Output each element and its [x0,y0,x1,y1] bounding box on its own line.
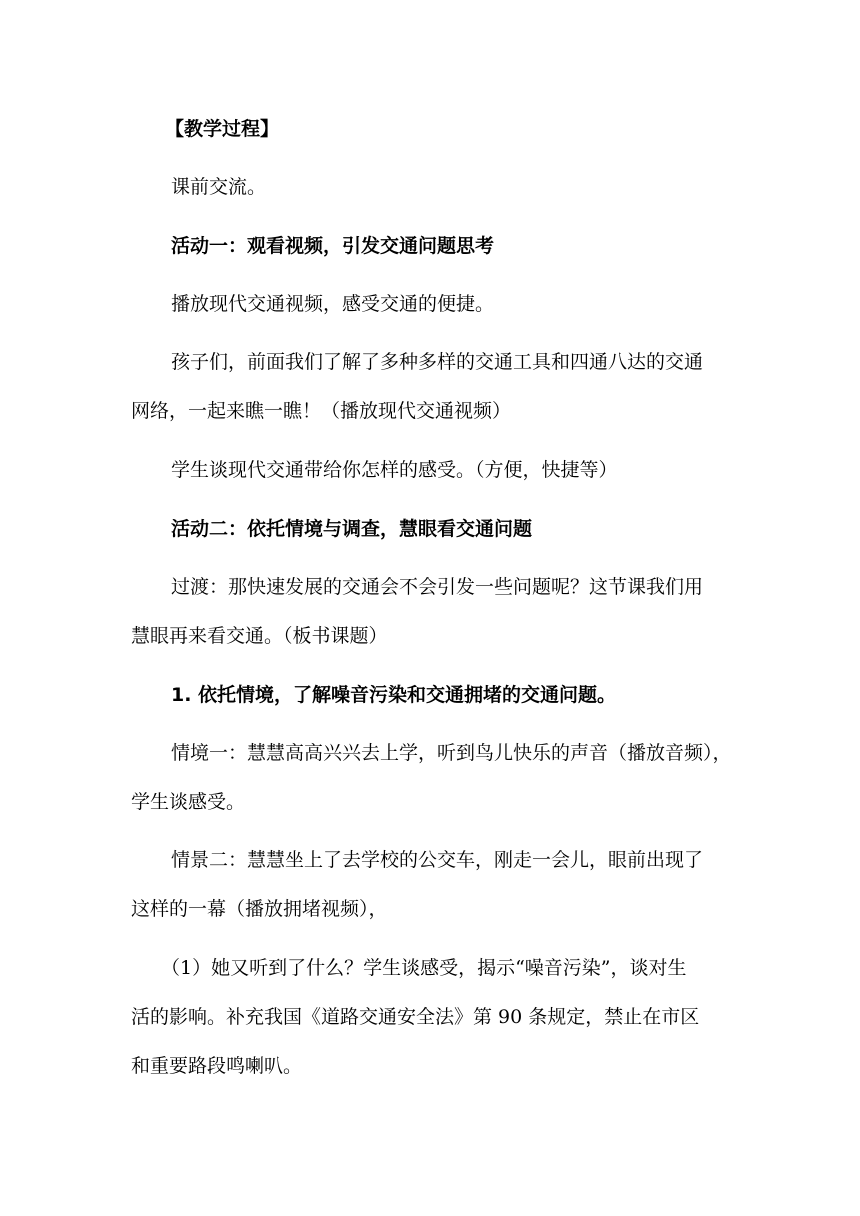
pre-class-paragraph: 课前交流。 [171,176,267,198]
scene1-line-1: 情境一：慧慧高高兴兴去上学，听到鸟儿快乐的声音（播放音频）， [171,742,732,764]
activity1-paragraph-2-line-2: 网络，一起来瞧一瞧！（播放现代交通视频） [131,400,512,422]
transition-line-2: 慧眼再来看交通。（板书课题） [131,625,388,647]
scene1-line-2: 学生谈感受。 [131,791,246,813]
activity2-heading: 活动二：依托情境与调查，慧眼看交通问题 [171,518,533,540]
question1-line-2: 活的影响。补充我国《道路交通安全法》第 90 条规定，禁止在市区 [131,1006,700,1028]
scene2-line-1: 情景二：慧慧坐上了去学校的公交车，刚走一会儿，眼前出现了 [171,849,704,871]
question1-line-3: 和重要路段鸣喇叭。 [131,1055,303,1077]
activity1-paragraph-2-line-1: 孩子们，前面我们了解了多种多样的交通工具和四通八达的交通 [171,351,704,373]
activity1-heading: 活动一：观看视频，引发交通问题思考 [171,235,495,257]
scene2-line-2: 这样的一幕（播放拥堵视频）， [131,898,388,920]
question1-line-1: （1）她又听到了什么？学生谈感受，揭示“噪音污染”，谈对生 [161,957,687,979]
activity1-paragraph-3: 学生谈现代交通带给你怎样的感受。（方便，快捷等） [171,459,618,481]
activity1-paragraph-1: 播放现代交通视频，感受交通的便捷。 [171,293,495,315]
subsection-1-heading: 1. 依托情境，了解噪音污染和交通拥堵的交通问题。 [171,684,617,706]
section-title: 【教学过程】 [165,118,280,140]
transition-line-1: 过渡：那快速发展的交通会不会引发一些问题呢？这节课我们用 [171,576,704,598]
